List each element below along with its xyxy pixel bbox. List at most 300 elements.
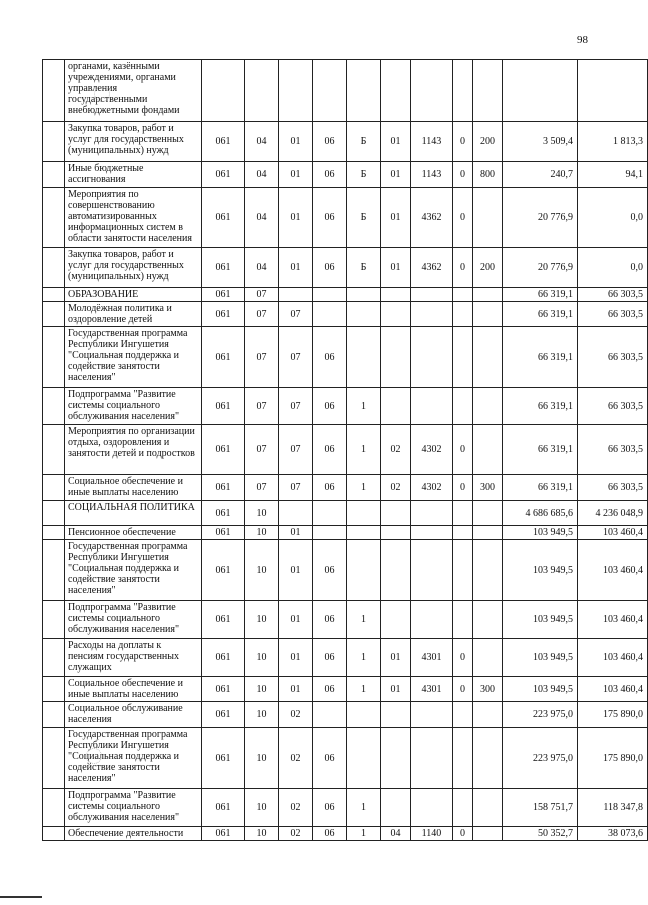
row-code-c6: 02 [381, 425, 411, 475]
row-code-c5 [347, 501, 381, 526]
row-amount-v2: 66 303,5 [578, 288, 648, 302]
row-code-c8 [453, 540, 473, 601]
row-code-c9: 200 [473, 122, 503, 162]
row-code-c5: 1 [347, 475, 381, 501]
row-amount-v1: 4 686 685,6 [503, 501, 578, 526]
row-code-c4 [313, 526, 347, 540]
row-code-c1: 061 [202, 827, 245, 841]
row-blank-cell [43, 728, 65, 789]
row-code-c7: 4362 [411, 188, 453, 248]
row-code-c4: 06 [313, 475, 347, 501]
row-name: Закупка товаров, работ и услуг для государственных (муниципальных) нужд [65, 248, 202, 288]
row-code-c9 [473, 702, 503, 728]
row-blank-cell [43, 677, 65, 702]
row-code-c8: 0 [453, 188, 473, 248]
row-amount-v2: 66 303,5 [578, 302, 648, 327]
row-code-c4: 06 [313, 677, 347, 702]
row-code-c1: 061 [202, 677, 245, 702]
row-code-c7: 4301 [411, 677, 453, 702]
row-amount-v1: 3 509,4 [503, 122, 578, 162]
stamp-mark [94, 86, 110, 102]
row-code-c6 [381, 601, 411, 639]
table-row [43, 728, 648, 789]
row-code-c2: 10 [245, 526, 279, 540]
row-code-c9 [473, 388, 503, 425]
row-code-c3: 01 [279, 188, 313, 248]
row-amount-v1: 66 319,1 [503, 327, 578, 388]
row-amount-v2: 38 073,6 [578, 827, 648, 841]
row-code-c1: 061 [202, 162, 245, 188]
row-amount-v2: 0,0 [578, 248, 648, 288]
row-amount-v2: 103 460,4 [578, 526, 648, 540]
row-code-c4: 06 [313, 728, 347, 789]
row-code-c5 [347, 327, 381, 388]
row-code-c4 [313, 702, 347, 728]
row-code-c9 [473, 327, 503, 388]
row-code-c2: 10 [245, 827, 279, 841]
row-code-c8: 0 [453, 425, 473, 475]
row-code-c6 [381, 288, 411, 302]
row-code-c9 [473, 188, 503, 248]
row-code-c4: 06 [313, 601, 347, 639]
row-code-c2: 07 [245, 302, 279, 327]
row-code-c7 [411, 302, 453, 327]
row-amount-v1: 223 975,0 [503, 702, 578, 728]
row-amount-v2: 66 303,5 [578, 425, 648, 475]
row-blank-cell [43, 248, 65, 288]
row-code-c4: 06 [313, 789, 347, 827]
row-code-c6 [381, 388, 411, 425]
row-code-c8 [453, 728, 473, 789]
row-code-c5: 1 [347, 677, 381, 702]
row-code-c7 [411, 501, 453, 526]
row-amount-v1: 50 352,7 [503, 827, 578, 841]
row-code-c5 [347, 540, 381, 601]
row-code-c7: 4302 [411, 425, 453, 475]
row-amount-v2: 103 460,4 [578, 601, 648, 639]
row-code-c6 [381, 789, 411, 827]
row-code-c9 [473, 639, 503, 677]
row-name: Государственная программа Республики Ингушетия "Социальная поддержка и содействие занятости населения" [65, 327, 202, 388]
row-code-c5: 1 [347, 601, 381, 639]
table-row [43, 122, 648, 162]
row-amount-v1 [503, 60, 578, 122]
row-code-c4: 06 [313, 639, 347, 677]
row-code-c6 [381, 302, 411, 327]
row-code-c7 [411, 601, 453, 639]
row-code-c6 [381, 702, 411, 728]
row-name: Социальное обслуживание населения [65, 702, 202, 728]
row-code-c3: 07 [279, 302, 313, 327]
row-code-c3 [279, 288, 313, 302]
row-code-c2: 10 [245, 540, 279, 601]
table-row [43, 475, 648, 501]
row-code-c1: 061 [202, 122, 245, 162]
row-code-c1: 061 [202, 702, 245, 728]
row-amount-v1: 158 751,7 [503, 789, 578, 827]
row-name: Подпрограмма "Развитие системы социального обслуживания населения" [65, 388, 202, 425]
row-code-c3: 01 [279, 639, 313, 677]
row-code-c5: Б [347, 162, 381, 188]
row-code-c2: 04 [245, 162, 279, 188]
row-code-c2: 10 [245, 789, 279, 827]
row-name: СОЦИАЛЬНАЯ ПОЛИТИКА [65, 501, 202, 526]
row-code-c1: 061 [202, 639, 245, 677]
row-code-c2 [245, 60, 279, 122]
row-code-c6 [381, 526, 411, 540]
row-amount-v2: 103 460,4 [578, 639, 648, 677]
row-code-c2: 10 [245, 702, 279, 728]
row-blank-cell [43, 827, 65, 841]
row-code-c5: 1 [347, 789, 381, 827]
row-blank-cell [43, 122, 65, 162]
row-code-c1: 061 [202, 728, 245, 789]
budget-table [42, 59, 648, 841]
row-code-c1: 061 [202, 248, 245, 288]
row-blank-cell [43, 60, 65, 122]
row-code-c3: 01 [279, 248, 313, 288]
row-name: Подпрограмма "Развитие системы социального обслуживания населения" [65, 789, 202, 827]
row-code-c6 [381, 540, 411, 601]
row-code-c8: 0 [453, 122, 473, 162]
row-blank-cell [43, 188, 65, 248]
row-code-c7 [411, 526, 453, 540]
table-row [43, 540, 648, 601]
table-row [43, 789, 648, 827]
row-blank-cell [43, 302, 65, 327]
row-code-c1: 061 [202, 302, 245, 327]
table-row [43, 327, 648, 388]
row-code-c1: 061 [202, 425, 245, 475]
row-code-c5: 1 [347, 827, 381, 841]
row-code-c9: 300 [473, 677, 503, 702]
row-amount-v2: 66 303,5 [578, 327, 648, 388]
stamp-mark [86, 748, 102, 764]
row-blank-cell [43, 601, 65, 639]
table-row [43, 188, 648, 248]
row-blank-cell [43, 388, 65, 425]
row-code-c8 [453, 526, 473, 540]
row-code-c4: 06 [313, 425, 347, 475]
row-code-c8 [453, 388, 473, 425]
row-code-c8 [453, 789, 473, 827]
row-code-c3: 02 [279, 827, 313, 841]
row-code-c2: 10 [245, 639, 279, 677]
table-row [43, 526, 648, 540]
row-amount-v2 [578, 60, 648, 122]
row-amount-v1: 66 319,1 [503, 475, 578, 501]
row-code-c5: Б [347, 122, 381, 162]
row-code-c2: 04 [245, 122, 279, 162]
row-code-c1: 061 [202, 188, 245, 248]
row-amount-v2: 118 347,8 [578, 789, 648, 827]
row-code-c5: 1 [347, 425, 381, 475]
table-row [43, 501, 648, 526]
row-amount-v1: 66 319,1 [503, 302, 578, 327]
row-amount-v1: 66 319,1 [503, 388, 578, 425]
row-code-c5 [347, 526, 381, 540]
row-code-c9 [473, 789, 503, 827]
row-code-c3: 02 [279, 702, 313, 728]
row-code-c9 [473, 425, 503, 475]
row-code-c5: 1 [347, 388, 381, 425]
row-code-c4 [313, 60, 347, 122]
row-code-c5: Б [347, 248, 381, 288]
row-amount-v1: 66 319,1 [503, 425, 578, 475]
row-code-c5 [347, 60, 381, 122]
row-code-c3: 07 [279, 388, 313, 425]
row-code-c4: 06 [313, 388, 347, 425]
row-code-c2: 07 [245, 475, 279, 501]
row-code-c1: 061 [202, 475, 245, 501]
row-code-c6: 01 [381, 677, 411, 702]
row-code-c7 [411, 388, 453, 425]
row-amount-v1: 103 949,5 [503, 677, 578, 702]
row-amount-v2: 175 890,0 [578, 702, 648, 728]
row-code-c5 [347, 702, 381, 728]
row-amount-v2: 94,1 [578, 162, 648, 188]
row-name: Социальное обеспечение и иные выплаты населению [65, 677, 202, 702]
row-code-c8: 0 [453, 248, 473, 288]
row-code-c2: 04 [245, 248, 279, 288]
table-row [43, 60, 648, 122]
row-blank-cell [43, 425, 65, 475]
table-row [43, 302, 648, 327]
table-row [43, 388, 648, 425]
row-code-c9: 300 [473, 475, 503, 501]
table-row [43, 162, 648, 188]
row-code-c8 [453, 60, 473, 122]
row-code-c7: 4362 [411, 248, 453, 288]
row-blank-cell [43, 789, 65, 827]
row-code-c3: 01 [279, 677, 313, 702]
row-code-c8 [453, 501, 473, 526]
row-name: органами, казёнными учреждениями, органами управления государственными внебюджетными фондами [65, 60, 202, 122]
row-code-c7 [411, 789, 453, 827]
row-code-c7 [411, 728, 453, 789]
row-amount-v2: 4 236 048,9 [578, 501, 648, 526]
row-blank-cell [43, 702, 65, 728]
row-name: Расходы на доплаты к пенсиям государственных служащих [65, 639, 202, 677]
row-amount-v1: 103 949,5 [503, 526, 578, 540]
row-code-c5 [347, 728, 381, 789]
row-name: Мероприятия по совершенствованию автоматизированных информационных систем в области занятости населения [65, 188, 202, 248]
row-name: ОБРАЗОВАНИЕ [65, 288, 202, 302]
page-number: 98 [577, 34, 588, 46]
row-code-c7 [411, 60, 453, 122]
row-name: Пенсионное обеспечение [65, 526, 202, 540]
row-code-c1 [202, 60, 245, 122]
row-code-c3: 01 [279, 540, 313, 601]
table-row [43, 702, 648, 728]
row-amount-v2: 0,0 [578, 188, 648, 248]
row-code-c2: 04 [245, 188, 279, 248]
row-name: Государственная программа Республики Ингушетия "Социальная поддержка и содействие занятости населения" [65, 540, 202, 601]
row-code-c6: 01 [381, 162, 411, 188]
row-code-c2: 10 [245, 728, 279, 789]
row-code-c1: 061 [202, 526, 245, 540]
table-row [43, 827, 648, 841]
row-code-c9 [473, 60, 503, 122]
row-code-c3 [279, 501, 313, 526]
row-code-c3: 01 [279, 162, 313, 188]
row-code-c9 [473, 601, 503, 639]
row-code-c4: 06 [313, 827, 347, 841]
row-amount-v2: 175 890,0 [578, 728, 648, 789]
row-code-c3: 01 [279, 526, 313, 540]
row-code-c8: 0 [453, 475, 473, 501]
row-amount-v2: 1 813,3 [578, 122, 648, 162]
row-code-c8 [453, 302, 473, 327]
row-code-c8: 0 [453, 827, 473, 841]
row-code-c2: 10 [245, 677, 279, 702]
row-name: Молодёжная политика и оздоровление детей [65, 302, 202, 327]
row-code-c8: 0 [453, 677, 473, 702]
row-code-c2: 10 [245, 601, 279, 639]
row-amount-v2: 66 303,5 [578, 388, 648, 425]
row-amount-v1: 20 776,9 [503, 188, 578, 248]
row-code-c4: 06 [313, 188, 347, 248]
row-code-c6: 02 [381, 475, 411, 501]
row-code-c9 [473, 526, 503, 540]
row-code-c3: 07 [279, 327, 313, 388]
row-code-c3: 07 [279, 475, 313, 501]
row-code-c1: 061 [202, 789, 245, 827]
table-row [43, 288, 648, 302]
row-code-c7: 4302 [411, 475, 453, 501]
row-code-c5: 1 [347, 639, 381, 677]
row-code-c6: 01 [381, 122, 411, 162]
row-code-c1: 061 [202, 388, 245, 425]
row-code-c4: 06 [313, 248, 347, 288]
row-amount-v1: 240,7 [503, 162, 578, 188]
row-code-c4: 06 [313, 122, 347, 162]
row-code-c6: 01 [381, 248, 411, 288]
row-code-c2: 10 [245, 501, 279, 526]
table-row [43, 601, 648, 639]
row-amount-v1: 20 776,9 [503, 248, 578, 288]
table-row [43, 425, 648, 475]
row-code-c9 [473, 540, 503, 601]
row-code-c2: 07 [245, 388, 279, 425]
row-code-c6: 01 [381, 188, 411, 248]
row-name: Обеспечение деятельности [65, 827, 202, 841]
row-code-c7 [411, 702, 453, 728]
row-code-c8: 0 [453, 162, 473, 188]
row-code-c9: 800 [473, 162, 503, 188]
row-amount-v1: 103 949,5 [503, 639, 578, 677]
row-amount-v2: 103 460,4 [578, 677, 648, 702]
row-name: Государственная программа Республики Ингушетия "Социальная поддержка и содействие занятости населения" [65, 728, 202, 789]
row-code-c6 [381, 60, 411, 122]
row-code-c3: 02 [279, 728, 313, 789]
row-code-c8 [453, 327, 473, 388]
table-row [43, 639, 648, 677]
table-row [43, 677, 648, 702]
row-code-c4: 06 [313, 540, 347, 601]
row-code-c4 [313, 288, 347, 302]
row-code-c7: 4301 [411, 639, 453, 677]
row-code-c8: 0 [453, 639, 473, 677]
page-edge-line [0, 896, 42, 898]
row-code-c9 [473, 302, 503, 327]
row-amount-v1: 103 949,5 [503, 540, 578, 601]
row-blank-cell [43, 327, 65, 388]
row-code-c7: 1140 [411, 827, 453, 841]
row-code-c8 [453, 288, 473, 302]
row-code-c4 [313, 302, 347, 327]
row-code-c5 [347, 302, 381, 327]
row-blank-cell [43, 526, 65, 540]
row-code-c2: 07 [245, 425, 279, 475]
row-code-c1: 061 [202, 501, 245, 526]
row-code-c5 [347, 288, 381, 302]
row-name: Иные бюджетные ассигнования [65, 162, 202, 188]
row-code-c8 [453, 702, 473, 728]
row-name: Социальное обеспечение и иные выплаты населению [65, 475, 202, 501]
row-code-c7: 1143 [411, 122, 453, 162]
row-amount-v2: 66 303,5 [578, 475, 648, 501]
row-blank-cell [43, 639, 65, 677]
row-code-c4 [313, 501, 347, 526]
row-code-c1: 061 [202, 288, 245, 302]
row-code-c3: 01 [279, 122, 313, 162]
table-row [43, 248, 648, 288]
row-name: Закупка товаров, работ и услуг для государственных (муниципальных) нужд [65, 122, 202, 162]
row-code-c9 [473, 827, 503, 841]
row-name: Подпрограмма "Развитие системы социального обслуживания населения" [65, 601, 202, 639]
row-code-c1: 061 [202, 540, 245, 601]
row-blank-cell [43, 475, 65, 501]
row-code-c6: 01 [381, 639, 411, 677]
row-code-c4: 06 [313, 327, 347, 388]
row-code-c3: 01 [279, 601, 313, 639]
row-blank-cell [43, 501, 65, 526]
row-code-c2: 07 [245, 327, 279, 388]
row-amount-v1: 223 975,0 [503, 728, 578, 789]
row-code-c7 [411, 288, 453, 302]
row-code-c3 [279, 60, 313, 122]
row-amount-v1: 66 319,1 [503, 288, 578, 302]
row-code-c5: Б [347, 188, 381, 248]
row-code-c9 [473, 728, 503, 789]
row-code-c3: 07 [279, 425, 313, 475]
row-blank-cell [43, 288, 65, 302]
row-amount-v1: 103 949,5 [503, 601, 578, 639]
table-body [43, 60, 648, 841]
row-code-c4: 06 [313, 162, 347, 188]
row-code-c9 [473, 501, 503, 526]
row-code-c6 [381, 501, 411, 526]
row-code-c6: 04 [381, 827, 411, 841]
row-code-c7 [411, 327, 453, 388]
row-code-c9 [473, 288, 503, 302]
row-code-c7 [411, 540, 453, 601]
row-blank-cell [43, 162, 65, 188]
row-code-c8 [453, 601, 473, 639]
row-name: Мероприятия по организации отдыха, оздоровления и занятости детей и подростков [65, 425, 202, 475]
row-code-c6 [381, 728, 411, 789]
row-code-c6 [381, 327, 411, 388]
row-amount-v2: 103 460,4 [578, 540, 648, 601]
row-code-c9: 200 [473, 248, 503, 288]
row-code-c3: 02 [279, 789, 313, 827]
row-code-c2: 07 [245, 288, 279, 302]
row-code-c1: 061 [202, 327, 245, 388]
row-blank-cell [43, 540, 65, 601]
row-code-c1: 061 [202, 601, 245, 639]
row-code-c7: 1143 [411, 162, 453, 188]
